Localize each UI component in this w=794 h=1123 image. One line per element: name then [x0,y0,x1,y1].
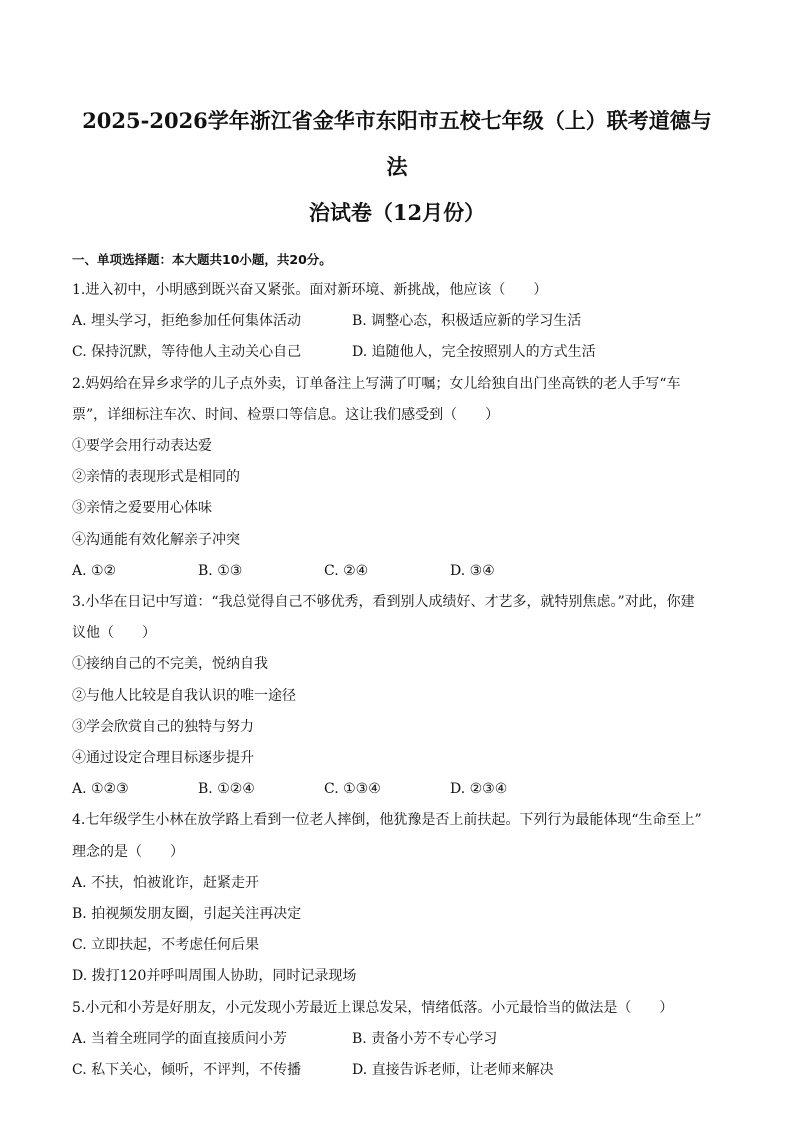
question-5 [72,993,722,1087]
option-d: D. ②③④ [450,781,508,798]
statement-item: ④沟通能有效化解亲子冲突 [72,531,240,548]
statement-item: ④通过设定合理目标逐步提升 [72,750,254,767]
exam-title-line1: 2025-2026学年浙江省金华市东阳市五校七年级（上）联考道德与法 [82,108,712,179]
question-stem: 3.小华在日记中写道：“我总觉得自己不够优秀，看到别人成绩好、才艺多，就特别焦虑。”对此，你建 [72,594,695,611]
option-d: D. 追随他人，完全按照别人的方式生活 [352,344,596,361]
question-3 [72,587,722,805]
statement-item: ②亲情的表现形式是相同的 [72,469,240,486]
option-row [72,1024,722,1055]
statement-item: ③学会欣赏自己的独特与努力 [72,718,254,735]
option-d: D. 直接告诉老师，让老师来解决 [352,1062,554,1079]
statement-item: ①要学会用行动表达爱 [72,438,212,455]
option-b: B. 责备小芳不专心学习 [352,1030,498,1047]
section-header: 一、单项选择题：本大题共10小题，共20分。 [72,252,332,267]
option-a: A. 埋头学习，拒绝参加任何集体活动 [72,313,302,330]
option-row [72,774,722,805]
exam-title [72,98,722,236]
question-4 [72,805,722,992]
option-row [72,556,722,587]
question-stem: 票”，详细标注车次、时间、检票口等信息。这让我们感受到（ ） [72,406,500,423]
option-a: A. ①② [72,562,117,579]
option-c: C. ①③④ [324,781,381,798]
question-stem: 5.小元和小芳是好朋友，小元发现小芳最近上课总发呆，情绪低落。小元最恰当的做法是（ ） [72,999,674,1016]
option-a: A. ①②③ [72,781,129,798]
exam-title-line2: 治试卷（12月份） [308,200,486,225]
question-stem: 1.进入初中，小明感到既兴奋又紧张。面对新环境、新挑战，他应该（ ） [72,282,548,298]
question-stem: 2.妈妈给在异乡求学的儿子点外卖，订单备注上写满了叮嘱；女儿给独自出门坐高铁的老人手写“车 [72,375,681,392]
question-2 [72,369,722,587]
option-d: D. 拨打120并呼叫周围人协助，同时记录现场 [72,968,357,985]
option-c: C. 私下关心，倾听，不评判，不传播 [72,1062,302,1079]
option-b: B. 拍视频发朋友圈，引起关注再决定 [72,906,302,923]
statement-item: ①接纳自己的不完美，悦纳自我 [72,656,268,673]
option-b: B. 调整心态，积极适应新的学习生活 [352,313,582,330]
option-row [72,337,722,368]
option-b: B. ①②④ [198,781,255,798]
statement-item: ③亲情之爱要用心体味 [72,500,212,517]
option-c: C. 保持沉默，等待他人主动关心自己 [72,344,302,361]
option-d: D. ③④ [450,562,495,579]
statement-item: ②与他人比较是自我认识的唯一途径 [72,687,296,704]
option-a: A. 当着全班同学的面直接质问小芳 [72,1030,288,1047]
question-1 [72,275,722,369]
option-c: C. ②④ [324,562,369,579]
question-stem: 议他（ ） [72,625,156,642]
question-stem: 4.七年级学生小林在放学路上看到一位老人摔倒，他犹豫是否上前扶起。下列行为最能体现“生命至上” [72,812,702,829]
question-stem: 理念的是（ ） [72,843,184,860]
option-row [72,306,722,337]
option-c: C. 立即扶起，不考虑任何后果 [72,937,260,954]
option-b: B. ①③ [198,562,243,579]
option-a: A. 不扶，怕被讹诈，赶紧走开 [72,874,260,891]
option-row [72,1055,722,1086]
